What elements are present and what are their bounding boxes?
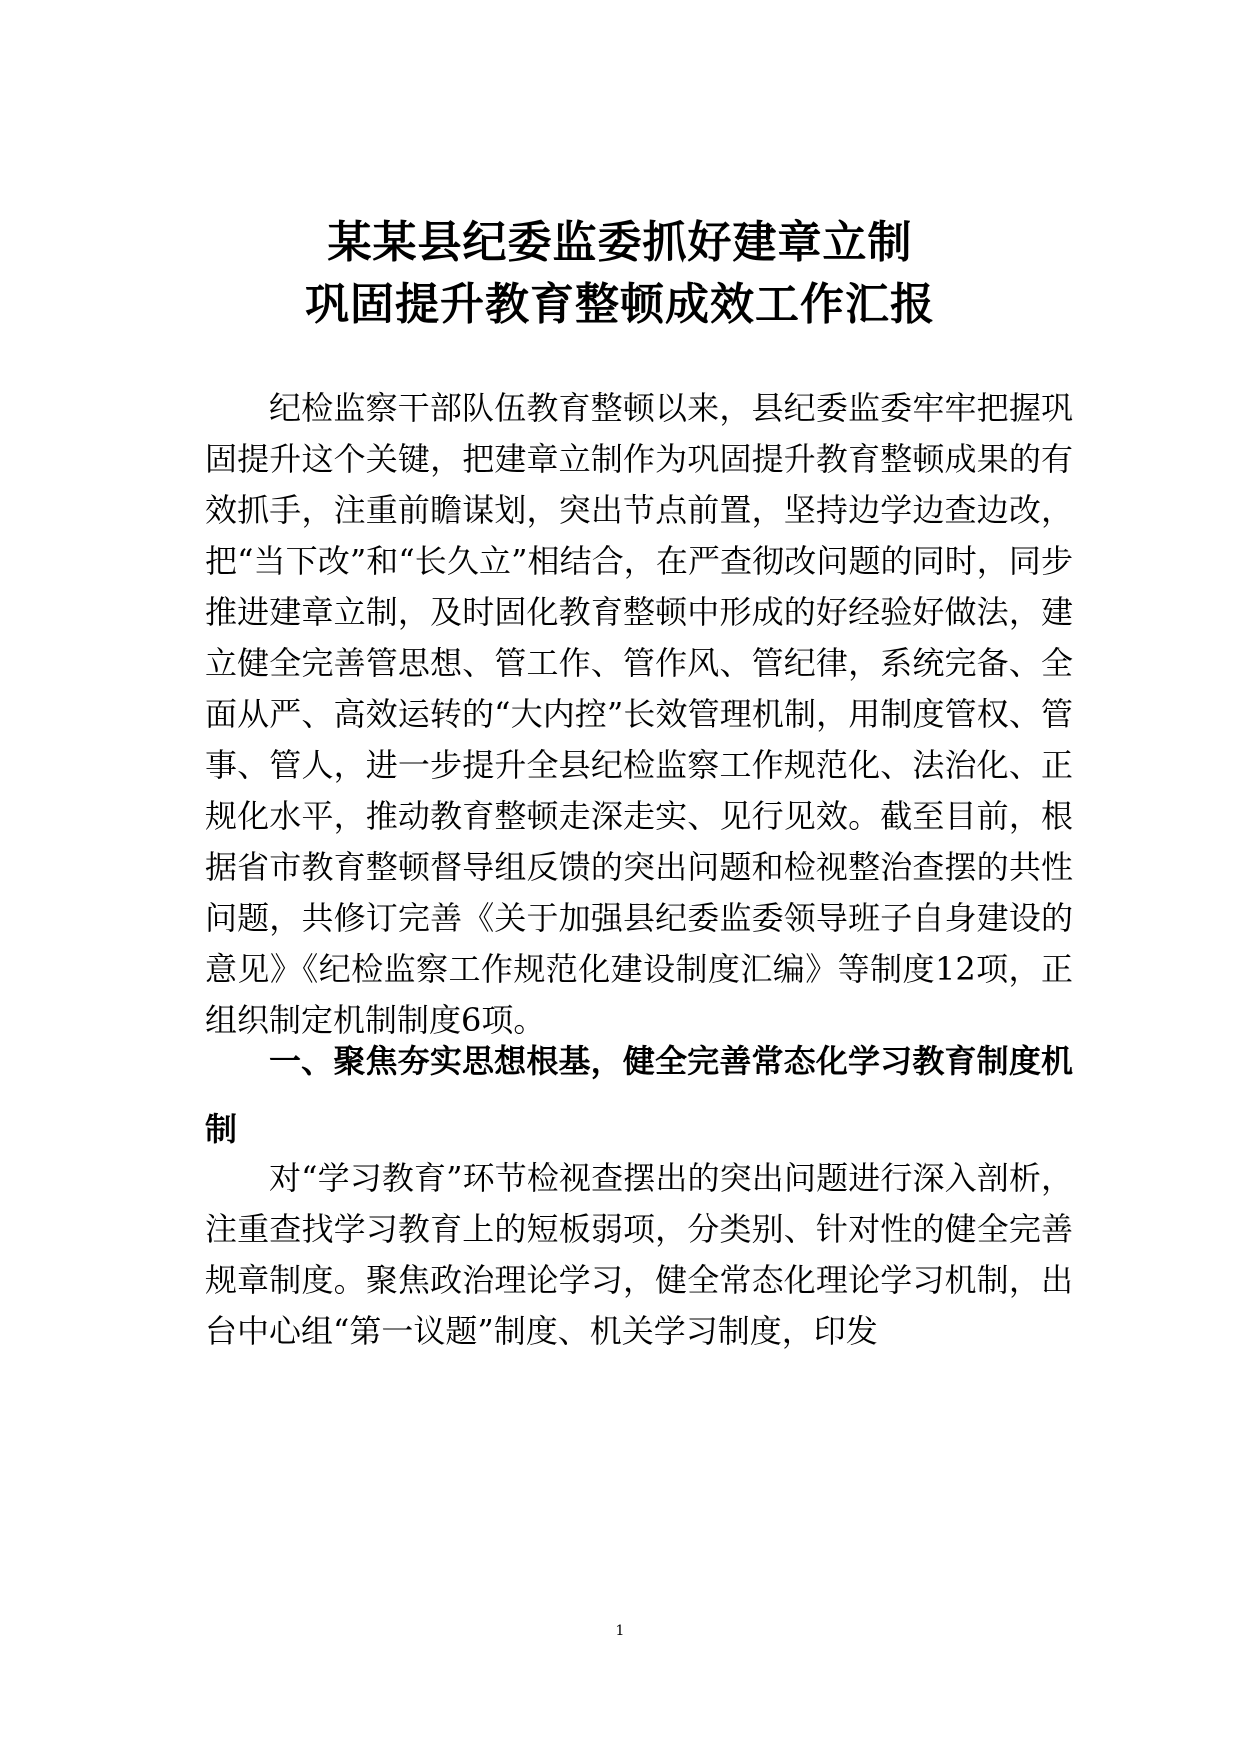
page-number: 1: [615, 1623, 625, 1639]
document-title: [0, 212, 1240, 336]
title-line-1: 某某县纪委监委抓好建章立制: [327, 217, 913, 268]
section-heading-1: 一、聚焦夯实思想根基，健全完善常态化学习教育制度机制: [205, 1042, 1073, 1148]
paragraph-section-1: 对“学习教育”环节检视查摆出的突出问题进行深入剖析，注重查找学习教育上的短板弱项，分类别、针对性的健全完善规章制度。聚焦政治理论学习，健全常态化理论学习机制，出台中心组“第一议题”制度、机关学习制度，印发: [205, 1159, 1073, 1350]
paragraph-intro: 纪检监察干部队伍教育整顿以来，县纪委监委牢牢把握巩固提升这个关键，把建章立制作为巩固提升教育整顿成果的有效抓手，注重前瞻谋划，突出节点前置，坚持边学边查边改，把“当下改”和“长久立”相结合，在严查彻改问题的同时，同步推进建章立制，及时固化教育整顿中形成的好经验好做法，建立健全完善管思想、管工作、管作风、管纪律，系统完备、全面从严、高效运转的“大内控”长效管理机制，用制度管权、管事、管人，进一步提升全县纪检监察工作规范化、法治化、正规化水平，推动教育整顿走深走实、见行见效。截至目前，根据省市教育整顿督导组反馈的突出问题和检视整治查摆的共性问题，共修订完善《关于加强县纪委监委领导班子自身建设的意见》《纪检监察工作规范化建设制度汇编》等制度12项，正组织制定机制制度6项。: [205, 389, 1073, 1039]
title-line-2: 巩固提升教育整顿成效工作汇报: [305, 279, 935, 330]
